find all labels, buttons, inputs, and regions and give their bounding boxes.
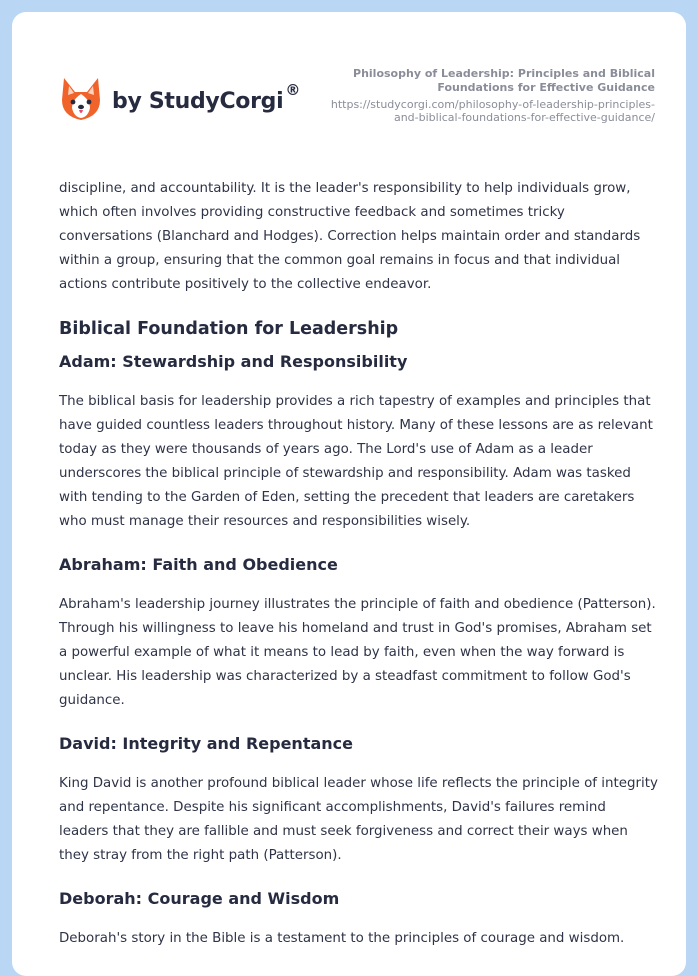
subsection-heading-david: David: Integrity and Repentance — [59, 734, 353, 753]
subsection-heading-abraham: Abraham: Faith and Obedience — [59, 555, 338, 574]
corgi-logo-icon — [60, 76, 102, 122]
subsection-heading-adam: Adam: Stewardship and Responsibility — [59, 352, 408, 371]
subsection-heading-deborah: Deborah: Courage and Wisdom — [59, 889, 340, 908]
paragraph-adam: The biblical basis for leadership provides a rich tapestry of examples and principles that have guided countless leaders throughout history. Many of these lessons are as relevant today as they were thousands of years ago. The Lord's use of Adam as a leader underscores the biblical principle of stewardship and responsibility. Adam was tasked with tending to the Garden of Eden, setting the precedent that leaders are caretakers who must manage their resources and responsibilities wisely. — [59, 394, 653, 529]
document-content — [59, 177, 659, 951]
document-meta — [315, 67, 655, 124]
document-page — [12, 12, 686, 976]
section-heading: Biblical Foundation for Leadership — [59, 319, 399, 339]
page-header — [12, 12, 686, 172]
intro-paragraph: discipline, and accountability. It is the leader's responsibility to help individuals grow, which often involves providing constructive feedback and sometimes tricky conversations (Blanchard and Hodges). Correction helps maintain order and standards within a group, ensuring that the common goal remains in focus and that individual actions contribute positively to the collective endeavor. — [59, 181, 641, 292]
document-url[interactable]: https://studycorgi.com/philosophy-of-leadership-principles-and-biblical-foundations-for-effective-guidance/ — [330, 98, 655, 124]
paragraph-deborah: Deborah's story in the Bible is a testament to the principles of courage and wisdom. — [59, 931, 625, 946]
brand-name: by StudyCorgi ® — [112, 80, 301, 114]
studycorgi-logo[interactable] — [60, 76, 300, 122]
document-title: Philosophy of Leadership: Principles and Biblical Foundations for Effective Guidance — [353, 67, 655, 94]
paragraph-david: King David is another profound biblical leader whose life reflects the principle of integrity and repentance. Despite his significant accomplishments, David's failures remind leaders that they are fallible and must seek forgiveness and correct their ways when they stray from the right path (Patterson). — [59, 776, 658, 863]
paragraph-abraham: Abraham's leadership journey illustrates the principle of faith and obedience (Patterson). Through his willingness to leave his homeland and trust in God's promises, Abraham set a powerful example of what it means to lead by faith, even when the way forward is unclear. His leadership was characterized by a steadfast commitment to follow God's guidance. — [59, 597, 656, 708]
